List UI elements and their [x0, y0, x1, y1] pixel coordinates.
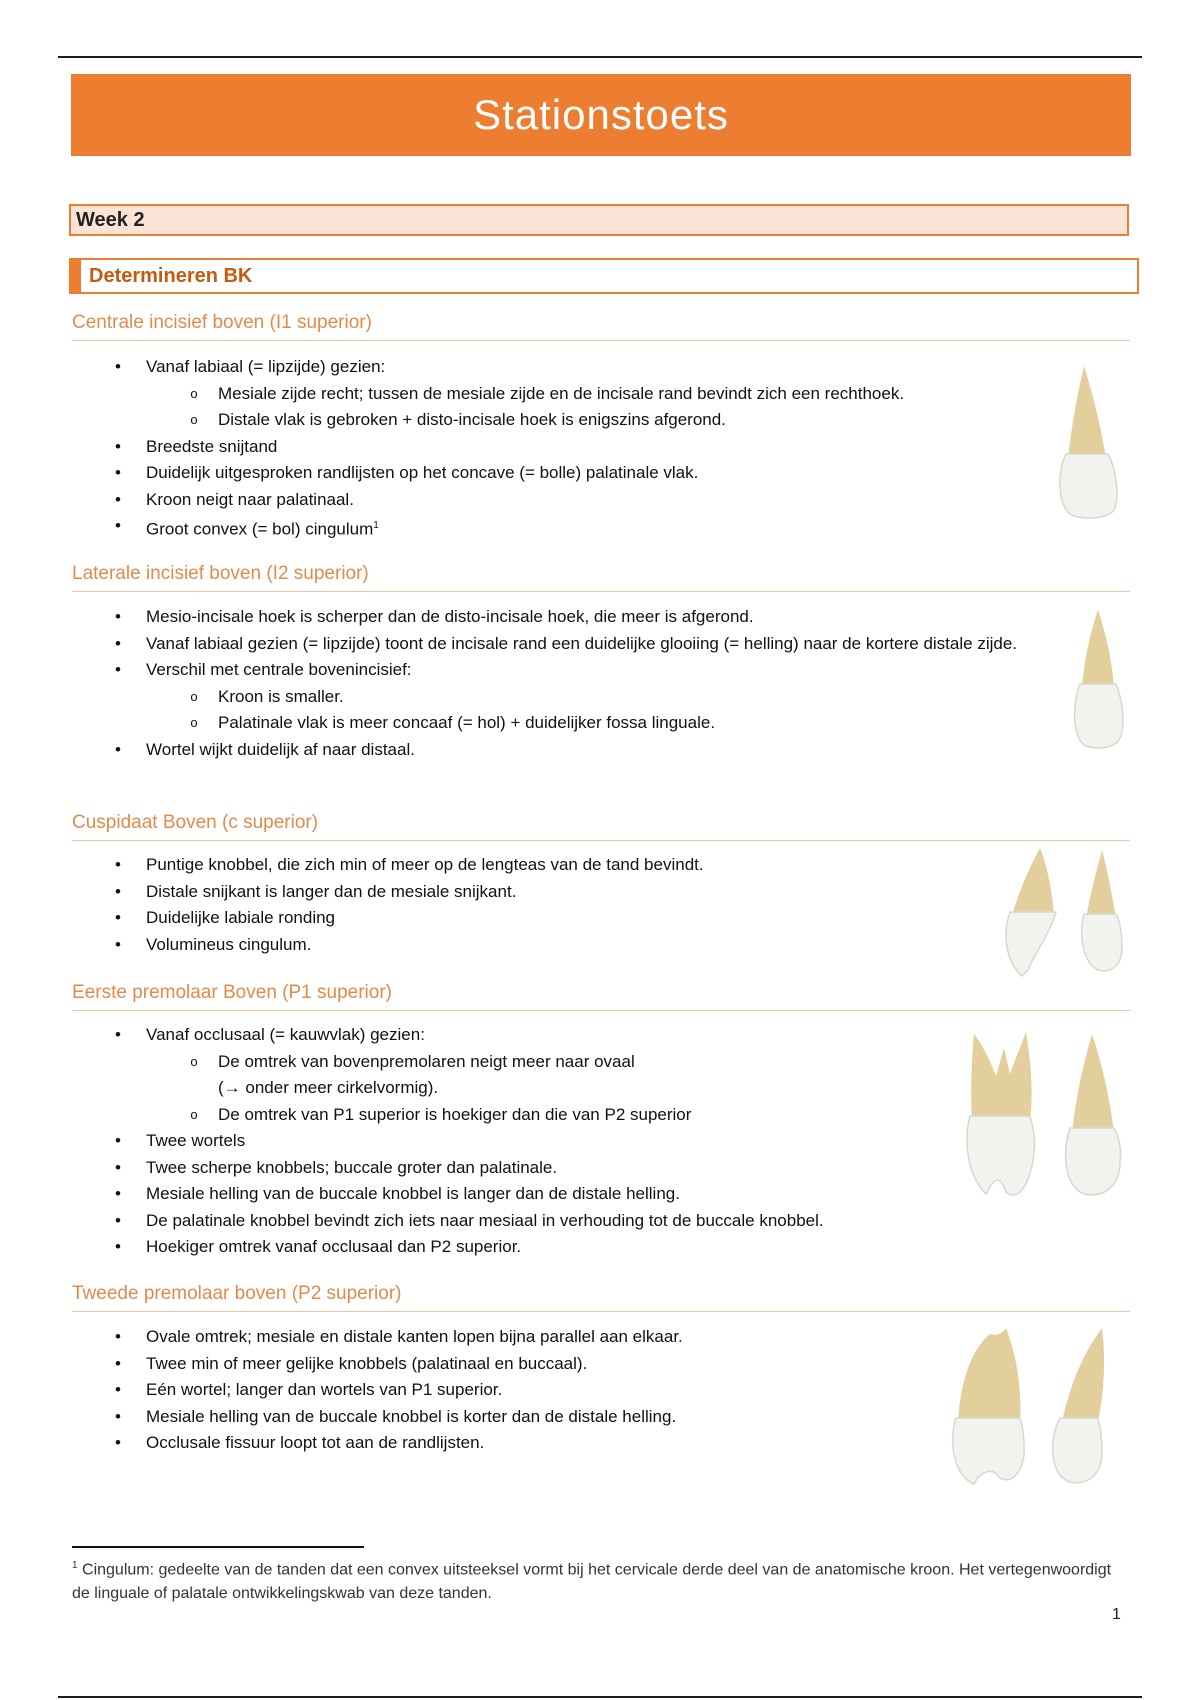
bullet-icon: •	[115, 436, 121, 456]
bullet-icon: •	[115, 489, 121, 509]
tooth-p2-illustration	[940, 1326, 1118, 1488]
list-item: • Vanaf labiaal (= lipzijde) gezien:	[108, 354, 1058, 381]
list-item: • Twee min of meer gelijke knobbels (palatinaal en buccaal).	[108, 1351, 1058, 1378]
circle-bullet-icon: o	[190, 688, 198, 704]
circle-bullet-icon: o	[190, 1106, 198, 1122]
bullet-icon: •	[115, 855, 121, 874]
page-number: 1	[1112, 1606, 1121, 1623]
section-heading-canine: Cuspidaat Boven (c superior)	[72, 812, 1130, 841]
bullet-icon: •	[115, 908, 121, 927]
bullet-icon: •	[115, 660, 121, 679]
tooth-p1-illustration	[960, 1028, 1132, 1208]
bullet-icon: •	[115, 1131, 121, 1150]
bullet-icon: •	[115, 1210, 121, 1230]
bullet-icon: •	[115, 1237, 121, 1256]
list-item: o De omtrek van P1 superior is hoekiger dan die van P2 superior	[108, 1102, 1058, 1129]
title-banner: Stationstoets	[71, 74, 1131, 156]
list-item: • Distale snijkant is langer dan de mesiale snijkant.	[108, 879, 1058, 906]
bullet-icon: •	[115, 1380, 121, 1399]
section-heading-i1: Centrale incisief boven (I1 superior)	[72, 312, 1130, 341]
list-item: • Kroon neigt naar palatinaal.	[108, 487, 1058, 514]
list-item: • Puntige knobbel, die zich min of meer op de lengteas van de tand bevindt.	[108, 852, 1058, 879]
circle-bullet-icon: o	[190, 412, 198, 427]
tooth-canine-illustration	[1000, 846, 1132, 980]
subsection-heading: Determineren BK	[69, 258, 1139, 294]
section-list-i1	[108, 354, 1058, 543]
list-item: • Vanaf labiaal gezien (= lipzijde) toont de incisale rand een duidelijke glooiing (= helling) naar de kortere distale zijde.	[108, 631, 1058, 658]
list-item: o De omtrek van bovenpremolaren neigt meer naar ovaal	[108, 1049, 1058, 1076]
list-item: • Hoekiger omtrek vanaf occlusaal dan P2 superior.	[108, 1234, 1058, 1261]
list-item: • De palatinale knobbel bevindt zich iets naar mesiaal in verhouding tot de buccale knobbel.	[108, 1208, 1058, 1235]
list-item: o Palatinale vlak is meer concaaf (= hol) + duidelijker fossa linguale.	[108, 710, 1058, 737]
list-item: • Groot convex (= bol) cingulum$^1$	[108, 513, 1058, 543]
list-item: • Twee scherpe knobbels; buccale groter dan palatinale.	[108, 1155, 1058, 1182]
circle-bullet-icon: o	[190, 385, 198, 401]
footnote-ref[interactable]: 1	[373, 520, 379, 531]
list-item: • Vanaf occlusaal (= kauwvlak) gezien:	[108, 1022, 1058, 1049]
list-item: o Mesiale zijde recht; tussen de mesiale zijde en de incisale rand bevindt zich een rechthoek.	[108, 381, 1058, 408]
circle-bullet-icon: o	[190, 1053, 198, 1069]
section-list-p2	[108, 1324, 1058, 1457]
section-heading-p1: Eerste premolaar Boven (P1 superior)	[72, 982, 1130, 1011]
section-heading-i2: Laterale incisief boven (I2 superior)	[72, 563, 1130, 592]
list-item: • Occlusale fissuur loopt tot aan de randlijsten.	[108, 1430, 1058, 1457]
page-bottom-rule	[58, 1696, 1142, 1698]
bullet-icon: •	[115, 516, 121, 535]
page-top-rule	[58, 56, 1142, 58]
bullet-icon: •	[115, 934, 121, 954]
list-item: • Mesiale helling van de buccale knobbel is korter dan de distale helling.	[108, 1404, 1058, 1431]
bullet-icon: •	[115, 357, 121, 376]
bullet-icon: •	[115, 1406, 121, 1426]
section-list-canine	[108, 852, 1058, 958]
list-item: • Twee wortels	[108, 1128, 1058, 1155]
section-list-i2	[108, 604, 1058, 763]
section-heading-p2: Tweede premolaar boven (P2 superior)	[72, 1283, 1130, 1312]
footnote: $^1$ Cingulum: gedeelte van de tanden dat een convex uitsteeksel vormt bij het cervicale derde deel van de anatomische kroon. Het vertegenwoordigt de linguale of palatale ontwikkelingskwab van deze tanden.	[72, 1560, 1112, 1603]
bullet-icon: •	[115, 1353, 121, 1373]
section-list-p1	[108, 1022, 1058, 1261]
footnote-rule	[72, 1546, 364, 1548]
bullet-icon: •	[115, 607, 121, 626]
bullet-icon: •	[115, 633, 121, 653]
list-item: (→ onder meer cirkelvormig).	[218, 1078, 439, 1097]
list-item: • Wortel wijkt duidelijk af naar distaal.	[108, 737, 1058, 764]
week-heading: Week 2	[69, 204, 1129, 236]
bullet-icon: •	[115, 1327, 121, 1346]
list-item: • Eén wortel; langer dan wortels van P1 superior.	[108, 1377, 1058, 1404]
list-item: • Duidelijk uitgesproken randlijsten op het concave (= bolle) palatinale vlak.	[108, 460, 1058, 487]
bullet-icon: •	[115, 1025, 121, 1044]
list-item: o Distale vlak is gebroken + disto-incisale hoek is enigszins afgerond.	[108, 407, 1058, 434]
list-item: • Mesio-incisale hoek is scherper dan de disto-incisale hoek, die meer is afgerond.	[108, 604, 1058, 631]
bullet-icon: •	[115, 739, 121, 759]
bullet-icon: •	[115, 881, 121, 901]
list-item: • Volumineus cingulum.	[108, 932, 1058, 959]
bullet-icon: •	[115, 1157, 121, 1177]
tooth-i2-illustration	[1064, 606, 1126, 750]
list-item: • Verschil met centrale bovenincisief:	[108, 657, 1058, 684]
list-item: • Ovale omtrek; mesiale en distale kanten lopen bijna parallel aan elkaar.	[108, 1324, 1058, 1351]
bullet-icon: •	[115, 1184, 121, 1203]
bullet-icon: •	[115, 463, 121, 482]
footnote-marker: 1	[72, 1560, 78, 1571]
list-item: • Breedste snijtand	[108, 434, 1058, 461]
circle-bullet-icon: o	[190, 715, 198, 730]
tooth-i1-illustration	[1050, 362, 1122, 520]
list-item: • Mesiale helling van de buccale knobbel is langer dan de distale helling.	[108, 1181, 1058, 1208]
bullet-icon: •	[115, 1433, 121, 1452]
list-item: • Duidelijke labiale ronding	[108, 905, 1058, 932]
list-item: o Kroon is smaller.	[108, 684, 1058, 711]
